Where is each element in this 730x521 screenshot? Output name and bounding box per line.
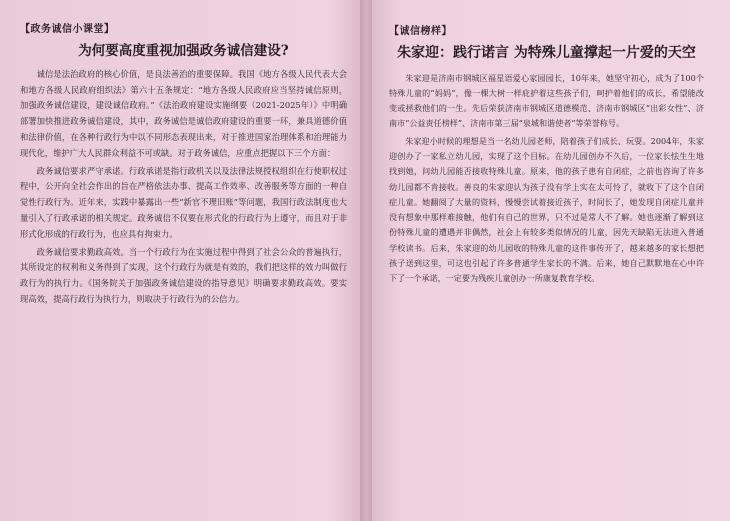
article-paragraph: 政务诚信要求严守承诺。行政承诺是指行政机关以及法律法规授权组织在行使职权过程中，公开向全社会作出的旨在严格依法办事、提高工作效率、改善服务等方面的一种自觉性行政行为。近年来，实践中暴露出一些“新官不理旧账”等问题，我国行政法制度也大量引入了行政承诺的相关规定。政务诚信不仅要在形式化的行政行为上遵守，而且对于非形式化形成的行政行为，也应具有拘束力。 <box>20 165 347 239</box>
section-tag: 【诚信榜样】 <box>389 26 452 37</box>
article-paragraph: 诚信是法治政府的核心价值，是良法善治的重要保障。我国《地方各级人民代表大会和地方各级人民政府组织法》第六十五条规定：“地方各级人民政府应当坚持诚信原则，加强政务诚信建设，建设诚信政府。”《法治政府建设实施纲要（2021-2025年）》中明确部署加快推进政务诚信建设，其中，政务诚信是诚信政府建设的重要一环，兼具道德价值和法律价值，在各种行政行为中以不同形态表现出来，对于推进国家治理体系和治理能力现代化，维护广大人民群众利益不可或缺。对于政务诚信，应重点把握以下三个方面： <box>20 68 347 158</box>
article-paragraph: 朱家迎小时候的理想是当一名幼儿园老师，陪着孩子们成长、玩耍。2004年，朱家迎创办了一家私立幼儿园，实现了这个目标。在幼儿园创办不久后，一位家长怯生生地找到她，问幼儿园能否接收特殊儿童。原来，他的孩子患有自闭症，之前也咨询了许多幼儿园都不肯接收。善良的朱家迎认为孩子没有学上实在太可怜了，就收下了这个自闭症儿童。她翻阅了大量的资料，慢慢尝试着接近孩子，时间长了，她发现自闭症儿童并没有想象中那样难接触，他们有自己的世界，只不过是常人不了解。她也逐渐了解到这份特殊儿童的遭遇并非偶然，社会上有较多类似情况的儿童，因先天缺陷无法进入普通学校读书。后来，朱家迎的幼儿园收的特殊儿童的这件事传开了，越来越多的家长想把孩子送到这里，可这也引起了许多普通学生家长的不满。后来，她自己默默地在心中许下了一个承诺，一定要为残疾儿童创办一所康复教育学校。 <box>389 135 704 284</box>
article-paragraph: 政务诚信要求勤政高效。当一个行政行为在实施过程中得到了社会公众的普遍执行，其所设定的权利和义务得到了实现，这个行政行为就是有效的，我们把这样的效力叫做行政行为的执行力。《国务院关于加强政务诚信建设的指导意见》明确要求勤政高效。要实现高效，提高行政行为执行力，则取决于行政行为的公信力。 <box>20 246 347 305</box>
right-page <box>365 0 730 521</box>
article-title: 为何要高度重视加强政务诚信建设? <box>78 43 289 59</box>
section-tag: 【政务诚信小课堂】 <box>20 24 115 35</box>
article-title: 朱家迎：践行诺言 为特殊儿童撑起一片爱的天空 <box>397 45 696 61</box>
article-paragraph: 朱家迎是济南市钢城区福星语爱心家园园长，10年来，她坚守初心，成为了100个特殊儿童的“妈妈”，像一棵大树一样庇护着这些孩子们，呵护着他们的成长，希望能改变或拯救他们的一生。先后荣获济南市钢城区道德模范、济南市钢城区“出彩女性”、济南市“公益责任榜样”、济南市第三届“泉城和谐使者”等荣誉称号。 <box>389 72 704 129</box>
